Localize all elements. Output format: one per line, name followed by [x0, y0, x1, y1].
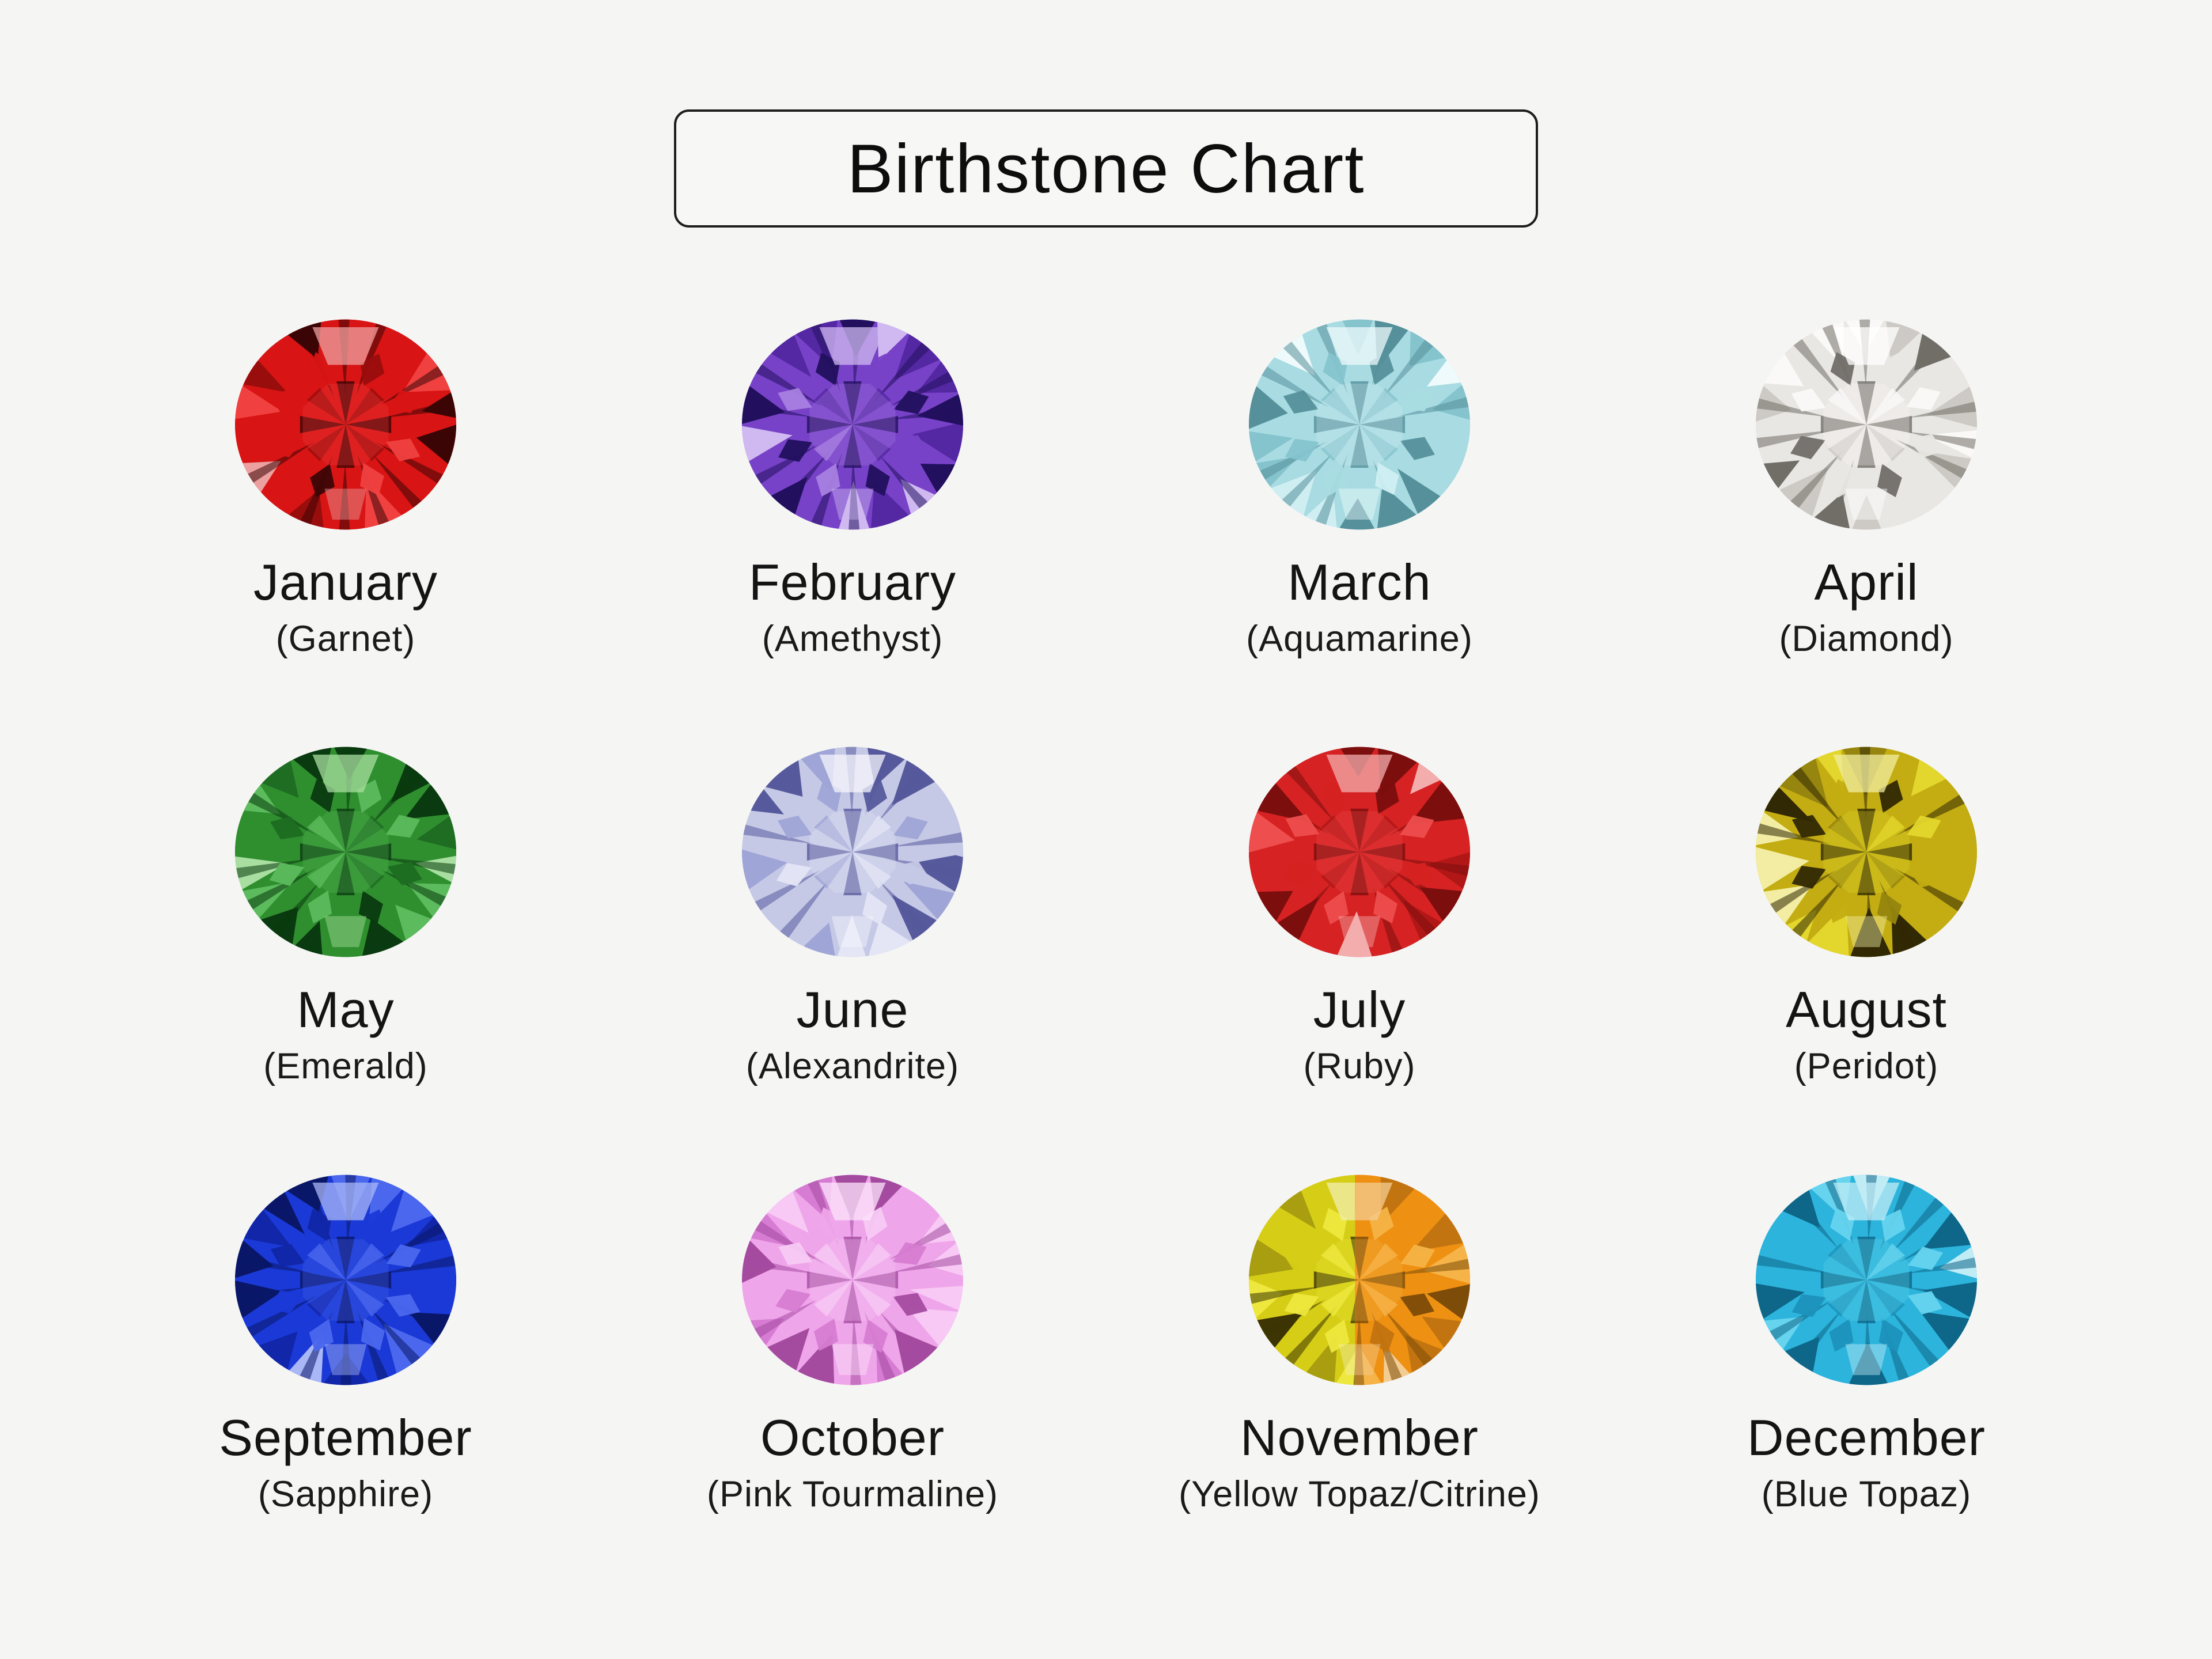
- month-label: October: [760, 1408, 945, 1466]
- month-label: June: [796, 981, 909, 1039]
- stone-cell-march: [1244, 314, 1475, 661]
- gem-name-label: (Aquamarine): [1246, 618, 1473, 659]
- stone-cell-june: [737, 741, 968, 1088]
- gemstone-image-peridot: [1751, 741, 1982, 963]
- gemstone-image-blue-topaz: [1751, 1169, 1982, 1391]
- gem-name-label: (Ruby): [1303, 1046, 1416, 1087]
- gem-name-label: (Diamond): [1779, 618, 1954, 659]
- month-label: February: [748, 554, 957, 611]
- stone-cell-october: [707, 1169, 998, 1516]
- gemstone-image-alexandrite: [737, 741, 968, 963]
- gemstone-image-yellow-topaz-citrine: [1244, 1169, 1475, 1391]
- gem-name-label: (Sapphire): [257, 1474, 434, 1514]
- gem-name-label: (Garnet): [275, 618, 416, 659]
- gemstone-image-ruby: [1244, 741, 1475, 963]
- stone-cell-august: [1751, 741, 1982, 1088]
- gem-name-label: (Pink Tourmaline): [706, 1474, 999, 1514]
- month-label: December: [1747, 1408, 1986, 1466]
- stone-cell-november: [1179, 1169, 1540, 1516]
- gem-name-label: (Yellow Topaz/Citrine): [1179, 1474, 1540, 1514]
- gem-name-label: (Blue Topaz): [1761, 1474, 1972, 1514]
- gem-name-label: (Emerald): [263, 1046, 428, 1087]
- stone-cell-april: [1751, 314, 1982, 661]
- stone-grid: [92, 314, 2120, 1516]
- gemstone-image-aquamarine: [1244, 314, 1475, 535]
- gemstone-image-sapphire: [230, 1169, 461, 1391]
- stone-cell-september: [219, 1169, 472, 1516]
- stone-cell-may: [230, 741, 461, 1088]
- stone-cell-july: [1244, 741, 1475, 1088]
- month-label: July: [1313, 981, 1406, 1039]
- gem-name-label: (Peridot): [1794, 1046, 1939, 1087]
- page-title: Birthstone Chart: [847, 130, 1365, 207]
- month-label: September: [219, 1408, 472, 1466]
- gem-name-label: (Alexandrite): [745, 1046, 960, 1087]
- month-label: March: [1287, 554, 1431, 611]
- stone-cell-december: [1747, 1169, 1986, 1516]
- gem-name-label: (Amethyst): [762, 618, 944, 659]
- gemstone-image-amethyst: [737, 314, 968, 535]
- gemstone-image-pink-tourmaline: [737, 1169, 968, 1391]
- stone-cell-january: [230, 314, 461, 661]
- month-label: April: [1814, 554, 1919, 611]
- gemstone-image-diamond: [1751, 314, 1982, 535]
- title-box: [674, 109, 1538, 228]
- gemstone-image-garnet: [230, 314, 461, 535]
- month-label: August: [1786, 981, 1947, 1039]
- gemstone-image-emerald: [230, 741, 461, 963]
- month-label: May: [297, 981, 395, 1039]
- month-label: January: [253, 554, 438, 611]
- stone-cell-february: [737, 314, 968, 661]
- month-label: November: [1240, 1408, 1479, 1466]
